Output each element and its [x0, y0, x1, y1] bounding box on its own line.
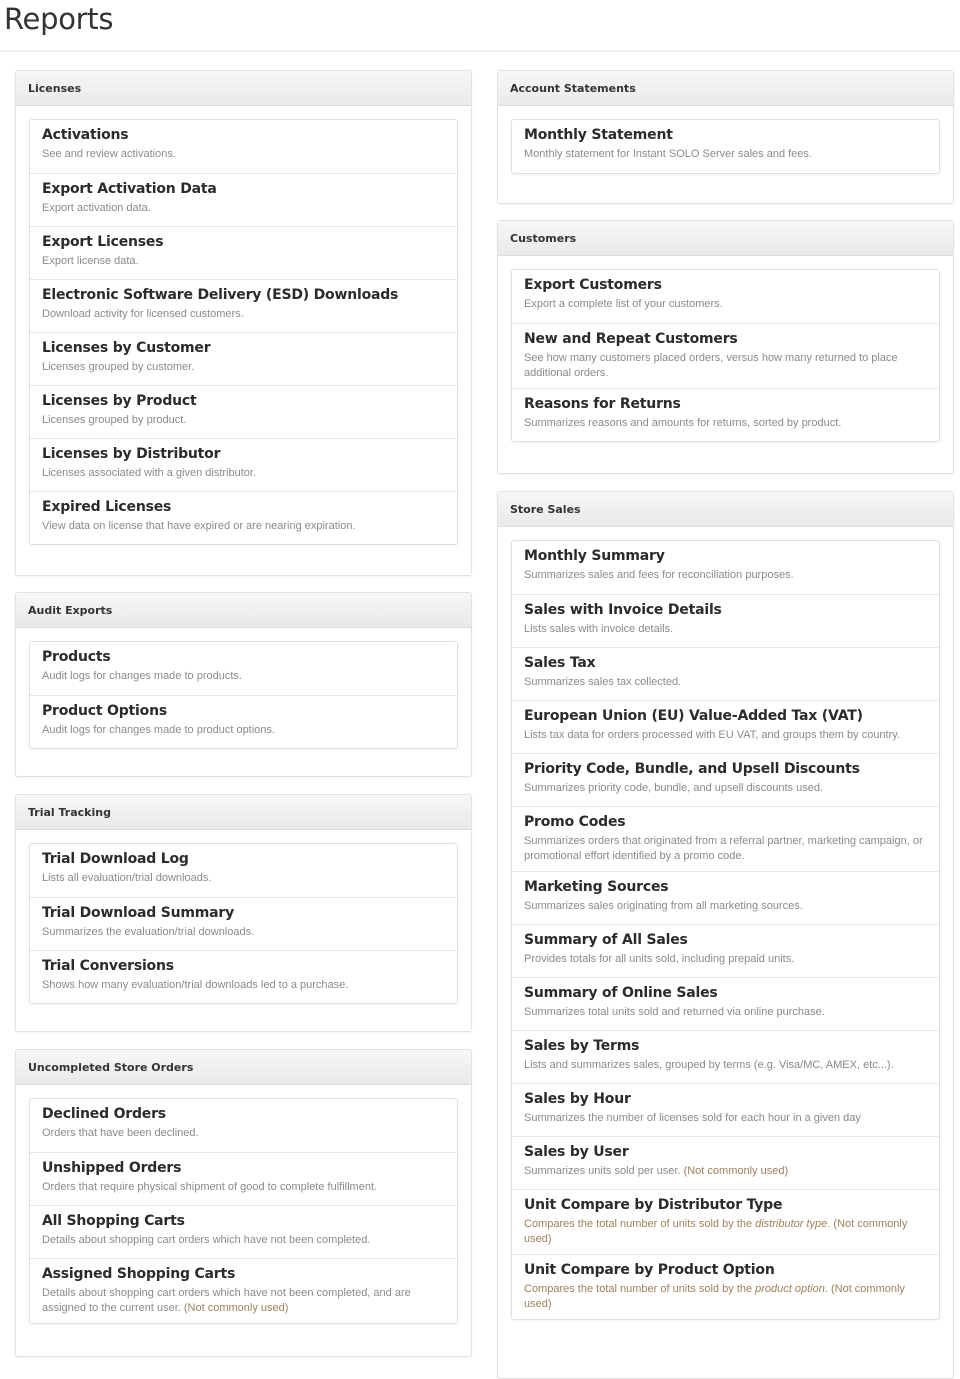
description-text: Compares the total number of units sold by the	[524, 1283, 756, 1295]
report-reasons-for-returns[interactable]	[512, 388, 939, 441]
report-sales-tax[interactable]	[512, 647, 939, 700]
report-description: Lists sales with invoice details.	[524, 623, 674, 635]
report-description	[42, 1286, 445, 1316]
report-assigned-shopping-carts[interactable]	[30, 1258, 457, 1323]
description-emphasis: distributor type	[755, 1218, 828, 1230]
report-title: Reasons for Returns	[524, 396, 681, 412]
report-title: Trial Conversions	[42, 958, 174, 974]
report-title: All Shopping Carts	[42, 1213, 185, 1229]
not-commonly-used-note: (Not commonly used)	[524, 1283, 905, 1310]
report-all-shopping-carts[interactable]	[30, 1205, 457, 1258]
report-declined-orders[interactable]	[30, 1099, 457, 1152]
report-description: Provides totals for all units sold, including prepaid units.	[524, 953, 795, 965]
report-sales-by-hour[interactable]	[512, 1083, 939, 1136]
report-licenses-by-distributor[interactable]	[30, 438, 457, 491]
report-description: Monthly statement for Instant SOLO Server sales and fees.	[524, 148, 812, 160]
report-sales-by-user[interactable]	[512, 1136, 939, 1189]
report-list	[511, 269, 940, 442]
report-title: Export Activation Data	[42, 181, 217, 197]
report-description: Summarizes total units sold and returned via online purchase.	[524, 1006, 825, 1018]
report-esd-downloads[interactable]	[30, 279, 457, 332]
report-monthly-statement[interactable]	[512, 120, 939, 173]
report-eu-vat[interactable]	[512, 700, 939, 753]
panel-licenses	[15, 70, 472, 576]
report-list	[29, 119, 458, 545]
description-text-end: .	[827, 1218, 831, 1230]
page-header	[0, 0, 960, 52]
report-title: Unshipped Orders	[42, 1160, 182, 1176]
report-description: Export a complete list of your customers.	[524, 298, 723, 310]
report-description: Licenses associated with a given distributor.	[42, 467, 257, 479]
panel-audit-exports	[15, 592, 472, 777]
report-title: Declined Orders	[42, 1106, 166, 1122]
panel-header: Uncompleted Store Orders	[16, 1050, 471, 1085]
report-sales-with-invoice-details[interactable]	[512, 594, 939, 647]
panel-account-statements	[497, 70, 954, 204]
description-emphasis: product option	[755, 1283, 825, 1295]
panel-customers	[497, 220, 954, 474]
description-text: Compares the total number of units sold by the	[524, 1218, 756, 1230]
report-title: Sales by Terms	[524, 1038, 640, 1054]
report-trial-download-log[interactable]	[30, 844, 457, 897]
report-description: Download activity for licensed customers.	[42, 308, 244, 320]
report-title: Products	[42, 649, 111, 665]
report-description: Export license data.	[42, 255, 139, 267]
description-text-end: .	[824, 1283, 828, 1295]
report-title: Electronic Software Delivery (ESD) Downloads	[42, 287, 399, 303]
report-unshipped-orders[interactable]	[30, 1152, 457, 1205]
report-promo-codes[interactable]	[512, 806, 939, 871]
panel-header: Account Statements	[498, 71, 953, 106]
panel-uncompleted-store-orders	[15, 1049, 472, 1357]
report-description: Summarizes sales and fees for reconciliation purposes.	[524, 569, 794, 581]
report-description: Lists and summarizes sales, grouped by terms (e.g. Visa/MC, AMEX, etc...).	[524, 1059, 894, 1071]
panel-header: Customers	[498, 221, 953, 256]
panel-header: Audit Exports	[16, 593, 471, 628]
report-description: Licenses grouped by customer.	[42, 361, 195, 373]
report-description: Lists tax data for orders processed with EU VAT, and groups them by country.	[524, 729, 901, 741]
report-summary-of-online-sales[interactable]	[512, 977, 939, 1030]
report-title: Sales by Hour	[524, 1091, 631, 1107]
report-licenses-by-customer[interactable]	[30, 332, 457, 385]
report-title: Monthly Statement	[524, 127, 673, 143]
report-description	[524, 1282, 927, 1312]
report-product-options[interactable]	[30, 695, 457, 748]
report-description: Summarizes sales tax collected.	[524, 676, 682, 688]
panel-header: Trial Tracking	[16, 795, 471, 830]
not-commonly-used-note: (Not commonly used)	[683, 1165, 789, 1177]
report-trial-conversions[interactable]	[30, 950, 457, 1003]
not-commonly-used-note: (Not commonly used)	[183, 1302, 289, 1314]
report-description: Summarizes the evaluation/trial downloads.	[42, 926, 255, 938]
report-title: Expired Licenses	[42, 499, 172, 515]
report-list	[29, 1098, 458, 1324]
report-products[interactable]	[30, 642, 457, 695]
report-title: Export Customers	[524, 277, 662, 293]
report-sales-by-terms[interactable]	[512, 1030, 939, 1083]
page-title: Reports	[4, 2, 114, 36]
report-monthly-summary[interactable]	[512, 541, 939, 594]
description-text: Summarizes units sold per user.	[524, 1165, 681, 1177]
report-description: Audit logs for changes made to products.	[42, 670, 242, 682]
report-list	[511, 119, 940, 174]
report-description: Audit logs for changes made to product options.	[42, 724, 275, 736]
description-text: Details about shopping cart orders which have not been completed, and are assigned to the current user.	[42, 1287, 411, 1314]
report-description: Orders that require physical shipment of good to complete fulfillment.	[42, 1181, 378, 1193]
report-title: Trial Download Summary	[42, 905, 235, 921]
report-title: New and Repeat Customers	[524, 331, 738, 347]
report-licenses-by-product[interactable]	[30, 385, 457, 438]
report-title: European Union (EU) Value-Added Tax (VAT)	[524, 708, 863, 724]
report-list	[29, 843, 458, 1004]
report-list	[511, 540, 940, 1320]
report-marketing-sources[interactable]	[512, 871, 939, 924]
report-title: Priority Code, Bundle, and Upsell Discounts	[524, 761, 860, 777]
report-title: Product Options	[42, 703, 167, 719]
report-title: Licenses by Distributor	[42, 446, 221, 462]
report-title: Licenses by Customer	[42, 340, 211, 356]
report-title: Assigned Shopping Carts	[42, 1266, 236, 1282]
report-title: Activations	[42, 127, 129, 143]
report-summary-of-all-sales[interactable]	[512, 924, 939, 977]
report-description	[524, 1164, 927, 1179]
report-title: Monthly Summary	[524, 548, 665, 564]
report-title: Promo Codes	[524, 814, 626, 830]
report-title: Unit Compare by Product Option	[524, 1262, 775, 1278]
report-description: Summarizes the number of licenses sold for each hour in a given day	[524, 1112, 861, 1124]
report-description: Details about shopping cart orders which have not been completed.	[42, 1234, 371, 1246]
panel-header: Store Sales	[498, 492, 953, 527]
panel-header: Licenses	[16, 71, 471, 106]
report-trial-download-summary[interactable]	[30, 897, 457, 950]
report-description: See how many customers placed orders, versus how many returned to place additional orders.	[524, 352, 898, 379]
report-export-licenses[interactable]	[30, 226, 457, 279]
report-title: Sales by User	[524, 1144, 629, 1160]
report-title: Summary of All Sales	[524, 932, 688, 948]
report-export-activation-data[interactable]	[30, 173, 457, 226]
report-title: Marketing Sources	[524, 879, 669, 895]
report-title: Unit Compare by Distributor Type	[524, 1197, 783, 1213]
report-description: View data on license that have expired or are nearing expiration.	[42, 520, 356, 532]
report-description	[524, 1217, 927, 1247]
report-title: Sales Tax	[524, 655, 596, 671]
report-title: Summary of Online Sales	[524, 985, 718, 1001]
panel-trial-tracking	[15, 794, 472, 1032]
report-unit-compare-by-distributor-type[interactable]	[512, 1189, 939, 1254]
panel-store-sales	[497, 491, 954, 1379]
report-description: Summarizes reasons and amounts for returns, sorted by product.	[524, 417, 842, 429]
report-title: Licenses by Product	[42, 393, 197, 409]
report-description: Shows how many evaluation/trial downloads led to a purchase.	[42, 979, 349, 991]
report-priority-code-bundle-upsell[interactable]	[512, 753, 939, 806]
report-activations[interactable]	[30, 120, 457, 173]
report-list	[29, 641, 458, 749]
report-description: Lists all evaluation/trial downloads.	[42, 872, 212, 884]
report-description: See and review activations.	[42, 148, 176, 160]
report-new-and-repeat-customers[interactable]	[512, 323, 939, 388]
report-description: Summarizes orders that originated from a referral partner, marketing campaign, or promotional effort identified by a promo code.	[524, 835, 923, 862]
report-description: Export activation data.	[42, 202, 151, 214]
report-expired-licenses[interactable]	[30, 491, 457, 544]
not-commonly-used-note: (Not commonly used)	[524, 1218, 908, 1245]
report-description: Summarizes sales originating from all marketing sources.	[524, 900, 803, 912]
report-description: Summarizes priority code, bundle, and upsell discounts used.	[524, 782, 823, 794]
report-description: Orders that have been declined.	[42, 1127, 199, 1139]
report-title: Sales with Invoice Details	[524, 602, 722, 618]
report-description: Licenses grouped by product.	[42, 414, 187, 426]
report-title: Trial Download Log	[42, 851, 189, 867]
report-unit-compare-by-product-option[interactable]	[512, 1254, 939, 1319]
report-export-customers[interactable]	[512, 270, 939, 323]
report-title: Export Licenses	[42, 234, 164, 250]
